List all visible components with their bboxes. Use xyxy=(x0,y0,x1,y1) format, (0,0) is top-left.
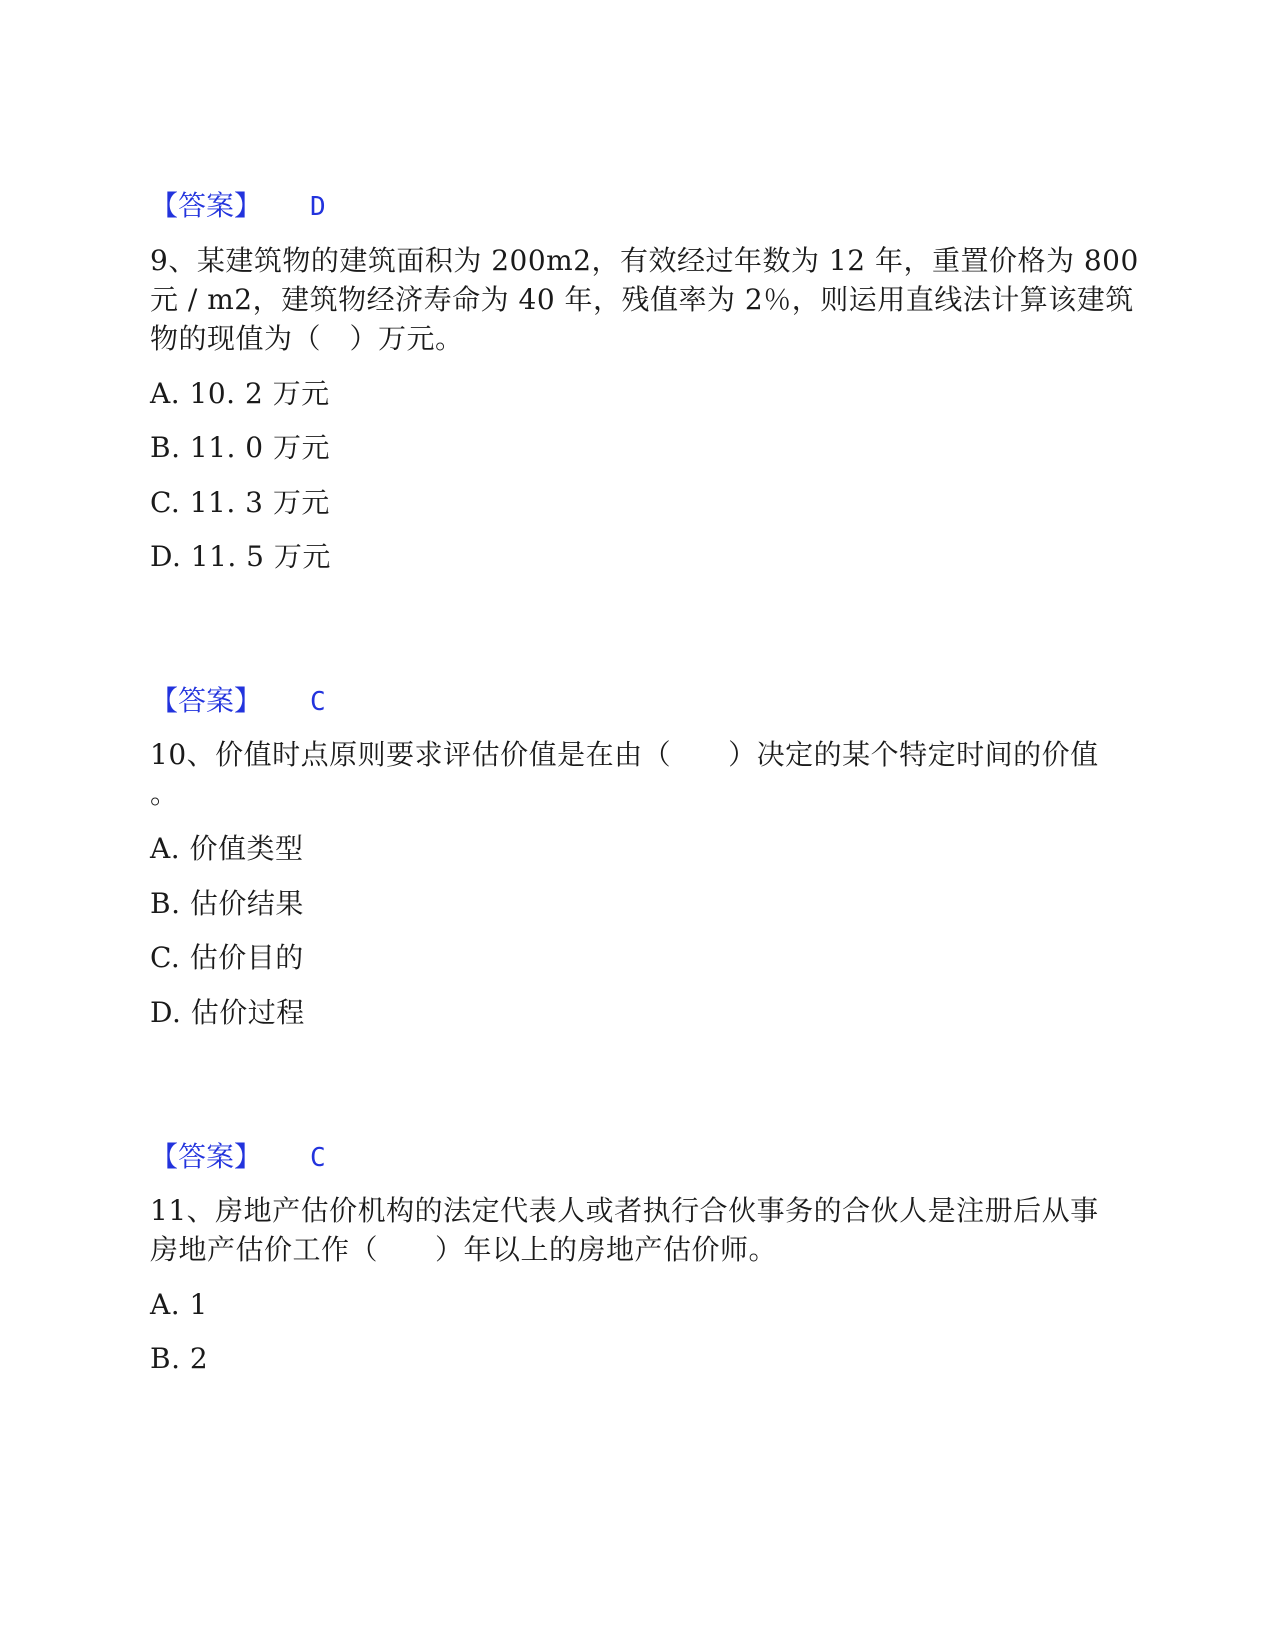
question-10-option-d: D. 估价过程 xyxy=(150,996,305,1029)
question-11-option-b: B. 2 xyxy=(150,1342,209,1375)
answer-value: C xyxy=(310,1143,326,1173)
question-11-line-1: 11、房地产估价机构的法定代表人或者执行合伙事务的合伙人是注册后从事 xyxy=(150,1194,1099,1227)
answer-line-2 xyxy=(150,681,326,722)
answer-label: 【答案】 xyxy=(150,684,263,717)
answer-line-1 xyxy=(150,186,326,227)
answer-value: D xyxy=(310,192,326,222)
question-10-option-b: B. 估价结果 xyxy=(150,887,304,920)
question-9-option-b: B. 11. 0 万元 xyxy=(150,431,331,464)
answer-line-3 xyxy=(150,1137,326,1178)
question-9-option-d: D. 11. 5 万元 xyxy=(150,540,331,573)
answer-value: C xyxy=(310,687,326,717)
question-10-option-a: A. 价值类型 xyxy=(150,832,304,865)
question-9-line-3: 物的现值为（ ）万元。 xyxy=(150,322,464,355)
question-9-line-1: 9、某建筑物的建筑面积为 200m2，有效经过年数为 12 年，重置价格为 800 xyxy=(150,244,1139,277)
answer-label: 【答案】 xyxy=(150,1140,263,1173)
question-11-option-a: A. 1 xyxy=(150,1288,208,1321)
question-10-line-1: 10、价值时点原则要求评估价值是在由（ ）决定的某个特定时间的价值 xyxy=(150,738,1099,771)
question-9-option-c: C. 11. 3 万元 xyxy=(150,486,330,519)
question-9-line-2: 元 / m2，建筑物经济寿命为 40 年，残值率为 2％，则运用直线法计算该建筑 xyxy=(150,283,1134,316)
question-10-line-2: 。 xyxy=(150,777,179,810)
question-9-option-a: A. 10. 2 万元 xyxy=(150,377,330,410)
question-11-line-2: 房地产估价工作（ ）年以上的房地产估价师。 xyxy=(150,1233,778,1266)
answer-label: 【答案】 xyxy=(150,189,263,222)
question-10-option-c: C. 估价目的 xyxy=(150,941,304,974)
